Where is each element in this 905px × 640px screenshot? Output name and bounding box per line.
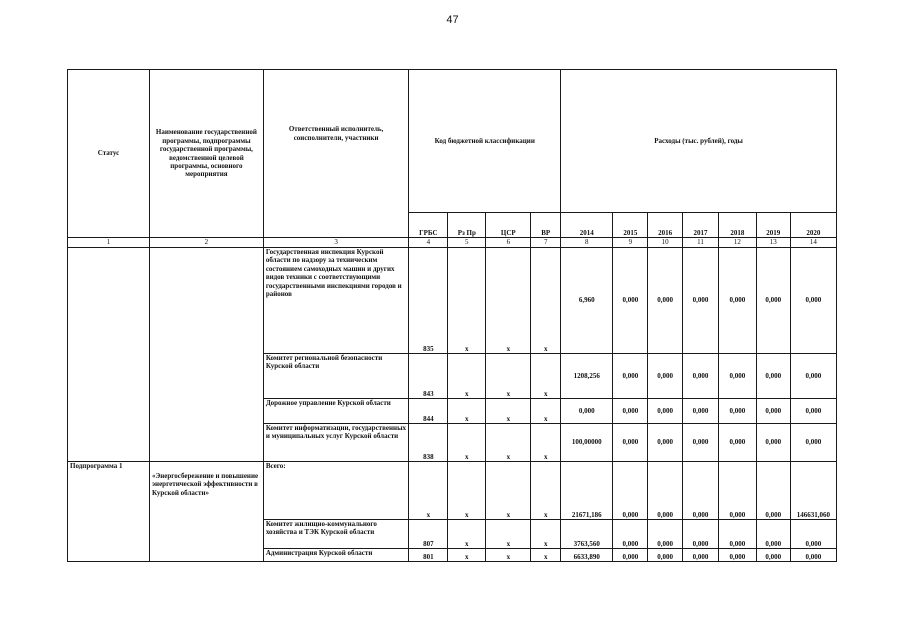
header-year: 2018 [718,213,756,238]
value-cell: 0,000 [756,354,790,399]
executor-cell: Дорожное управление Курской области [263,399,409,424]
value-cell: 0,000 [613,248,648,354]
header-year: 2015 [613,213,648,238]
value-cell: 0,000 [718,424,756,462]
status-cell [68,248,150,462]
csr-cell: х [486,354,531,399]
table-row [68,462,837,520]
header-executor: Ответственный исполнитель, соисполнители, участники [263,70,409,238]
value-cell: 0,000 [790,248,836,354]
value-cell: 0,000 [790,549,836,562]
rzpr-cell: х [448,462,486,520]
rzpr-cell: х [448,354,486,399]
value-cell: 0,000 [756,399,790,424]
value-cell: 0,000 [756,520,790,549]
header-year: 2020 [790,213,836,238]
value-cell: 0,000 [613,399,648,424]
value-cell: 0,000 [648,549,683,562]
value-cell: 0,000 [683,549,719,562]
column-index-row [68,238,837,248]
csr-cell: х [486,248,531,354]
program-name-cell: «Энергосбережение и повышение энергетической эффективности в Курской области» [150,462,264,562]
header-expenses: Расходы (тыс. рублей), годы [561,70,837,213]
value-cell: 21671,186 [561,462,613,520]
value-cell: 0,000 [683,399,719,424]
grbs-cell: 801 [409,549,448,562]
value-cell: 0,000 [790,520,836,549]
table-row [68,248,837,354]
column-index: 7 [531,238,561,248]
value-cell: 0,000 [718,248,756,354]
header-rzpr: Рз Пр [448,213,486,238]
column-index: 6 [486,238,531,248]
value-cell: 0,000 [718,549,756,562]
header-grbs: ГРБС [409,213,448,238]
value-cell: 0,000 [613,549,648,562]
executor-cell: Всего: [263,462,409,520]
grbs-cell: 835 [409,248,448,354]
value-cell: 0,000 [756,549,790,562]
value-cell: 0,000 [613,354,648,399]
header-status: Статус [68,70,150,238]
value-cell: 0,000 [683,354,719,399]
vr-cell: х [531,248,561,354]
value-cell: 3763,560 [561,520,613,549]
value-cell: 0,000 [648,424,683,462]
value-cell: 0,000 [683,424,719,462]
value-cell: 1208,256 [561,354,613,399]
header-budget-code: Код бюджетной классификации [409,70,561,213]
value-cell: 0,000 [648,354,683,399]
value-cell: 146631,060 [790,462,836,520]
budget-table [67,69,837,562]
vr-cell: х [531,462,561,520]
grbs-cell: х [409,462,448,520]
value-cell: 6,960 [561,248,613,354]
column-index: 10 [648,238,683,248]
header-year: 2019 [756,213,790,238]
value-cell: 0,000 [790,354,836,399]
csr-cell: х [486,549,531,562]
executor-cell: Комитет жилищно-коммунального хозяйства и ТЭК Курской области [263,520,409,549]
value-cell: 100,00000 [561,424,613,462]
value-cell: 0,000 [648,462,683,520]
value-cell: 0,000 [561,399,613,424]
column-index: 4 [409,238,448,248]
value-cell: 0,000 [718,520,756,549]
column-index: 5 [448,238,486,248]
header-program-name: Наименование государственной программы, подпрограммы государственной программы, ведомственной целевой программы, основного мероприятия [150,70,264,238]
vr-cell: х [531,354,561,399]
grbs-cell: 844 [409,399,448,424]
column-index: 1 [68,238,150,248]
value-cell: 0,000 [683,520,719,549]
value-cell: 0,000 [718,399,756,424]
grbs-cell: 843 [409,354,448,399]
header-year: 2014 [561,213,613,238]
value-cell: 0,000 [756,424,790,462]
value-cell: 0,000 [613,462,648,520]
value-cell: 6633,890 [561,549,613,562]
column-index: 9 [613,238,648,248]
column-index: 8 [561,238,613,248]
value-cell: 0,000 [718,462,756,520]
rzpr-cell: х [448,549,486,562]
value-cell: 0,000 [790,399,836,424]
csr-cell: х [486,424,531,462]
vr-cell: х [531,520,561,549]
executor-cell: Комитет региональной безопасности Курской области [263,354,409,399]
executor-cell: Комитет информатизации, государственных и муниципальных услуг Курской области [263,424,409,462]
value-cell: 0,000 [718,354,756,399]
header-csr: ЦСР [486,213,531,238]
value-cell: 0,000 [613,520,648,549]
column-index: 14 [790,238,836,248]
grbs-cell: 838 [409,424,448,462]
column-index: 3 [263,238,409,248]
value-cell: 0,000 [683,462,719,520]
rzpr-cell: х [448,424,486,462]
rzpr-cell: х [448,399,486,424]
value-cell: 0,000 [756,462,790,520]
rzpr-cell: х [448,248,486,354]
vr-cell: х [531,424,561,462]
value-cell: 0,000 [613,424,648,462]
executor-cell: Администрация Курской области [263,549,409,562]
vr-cell: х [531,399,561,424]
csr-cell: х [486,520,531,549]
column-index: 13 [756,238,790,248]
value-cell: 0,000 [648,248,683,354]
executor-cell: Государственная инспекция Курской области по надзору за техническим состоянием самоходных машин и других видов техники с соответствующими государственными инспекциями городов и районов [263,248,409,354]
value-cell: 0,000 [790,424,836,462]
column-index: 12 [718,238,756,248]
status-cell: Подпрограмма 1 [68,462,150,562]
header-year: 2016 [648,213,683,238]
vr-cell: х [531,549,561,562]
grbs-cell: 807 [409,520,448,549]
value-cell: 0,000 [648,399,683,424]
program-name-cell [150,248,264,462]
header-vr: ВР [531,213,561,238]
csr-cell: х [486,399,531,424]
page-number: 47 [446,14,459,26]
column-index: 2 [150,238,264,248]
rzpr-cell: х [448,520,486,549]
column-index: 11 [683,238,719,248]
csr-cell: х [486,462,531,520]
value-cell: 0,000 [648,520,683,549]
value-cell: 0,000 [683,248,719,354]
header-year: 2017 [683,213,719,238]
value-cell: 0,000 [756,248,790,354]
